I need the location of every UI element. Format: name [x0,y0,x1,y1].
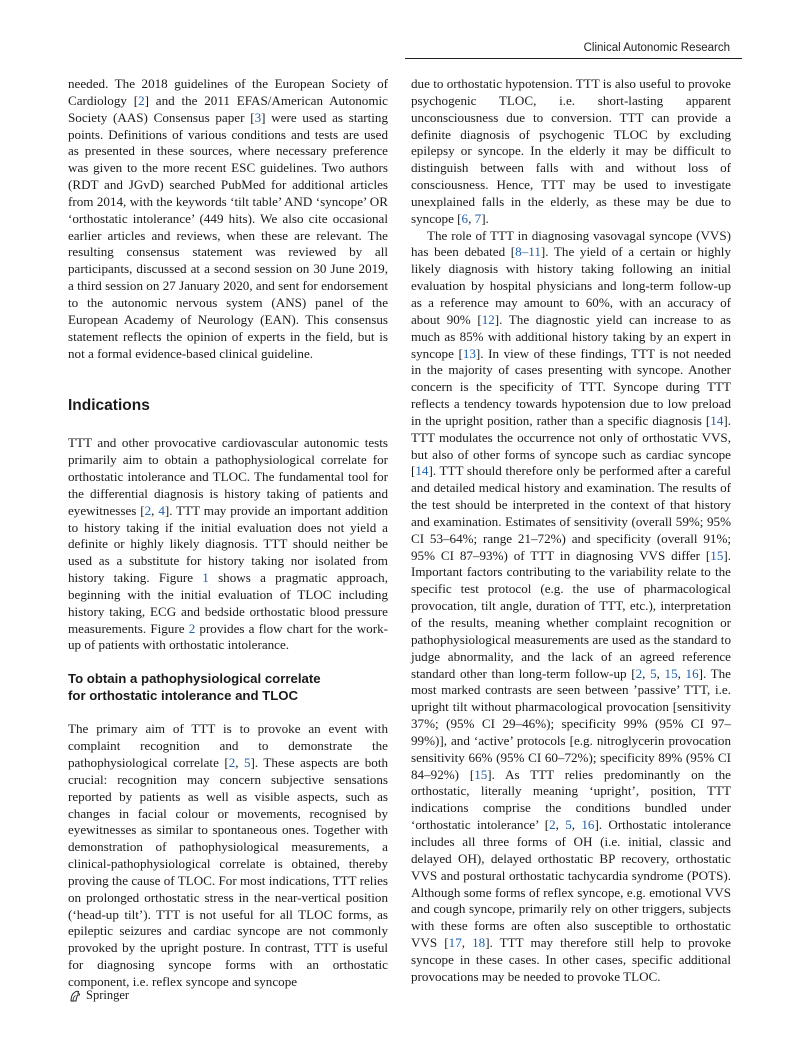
text-run: shows a pragmatic approach, beginning with the initial evaluation of TLOC including history taking, ECG and bedside orthostatic blood pressure measurements. Figure [68,570,388,636]
citation-link[interactable]: 14 [710,412,724,428]
text-run: due to orthostatic hypotension. TTT is also useful to provoke psychogenic TLOC, i.e. short-lasting apparent unconsciousness due to conversion. TTT can provide a definite diagnosis of psychogenic TLOC by excluding epilepsy or syncope. In the elderly it may be difficult to distinguish between falls with and without loss of consciousness. Hence, TTT may be used to investigate unexplained falls in the elderly, as these may be due to syncope [ [411,76,731,226]
text-run: , [571,817,582,833]
citation-link[interactable]: 15 [664,665,678,681]
citation-link[interactable]: 6 [461,210,469,226]
text-run: TTT and other provocative cardiovascular autonomic tests primarily aim to obtain a pathophysiological correlate for orthostatic intolerance and TLOC. The fundamental tool for the differential diagnosis is history taking of patients and eyewitnesses [ [68,435,388,518]
citation-link[interactable]: 15 [710,547,724,563]
page-footer [68,988,129,1003]
text-run: ]. As TTT relies predominantly on the orthostatic, literally meaning ‘upright’, position, TTT indications comprise the conditions bundled under ‘orthostatic intolerance’ [ [411,766,731,833]
left-column [68,76,388,991]
text-run: , [677,665,686,681]
citation-link[interactable]: 5 [243,755,251,770]
citation-link[interactable]: 1 [202,570,209,586]
text-run: The role of TTT in diagnosing vasovagal syncope (VVS) has been debated [ [411,227,731,260]
citation-link[interactable]: 3 [254,109,262,125]
text-run: ]. TTT may therefore still help to provoke syncope in these cases. In other cases, specific additional provocations may be needed to provoke TLOC. [411,935,731,984]
citation-link[interactable]: 5 [650,665,657,681]
paragraph-vvs-role [411,228,731,986]
text-run: ]. Orthostatic intolerance includes all three forms of OH (i.e. initial, classic and delayed OH), delayed orthostatic BP recovery, orthostatic VVS and postural orthostatic tachycardia syndrome (POTS). Although some forms of reflex syncope, e.g. emotional VVS and cough syncope, primarily rely on other triggers, subjects with these forms are often also susceptible to orthostatic VVS [ [411,817,731,951]
citation-link[interactable]: 12 [481,311,495,327]
subsection-heading-line-1: To obtain a pathophysiological correlate [68,671,321,687]
paragraph-methods [68,76,388,362]
citation-link[interactable]: 2 [228,755,236,770]
text-run: , [656,665,665,681]
text-run: , [642,665,651,681]
citation-link[interactable]: 7 [474,210,482,226]
springer-horse-icon [68,989,82,1003]
text-run: provides a flow chart for the work-up of patients with orthostatic intolerance. [68,620,388,653]
text-run: , [461,935,473,951]
paragraph-psychogenic-tloc [411,76,731,228]
subsection-heading-line-2: for orthostatic intolerance and TLOC [68,688,299,704]
citation-link[interactable]: 4 [158,502,165,518]
citation-link[interactable]: 13 [462,345,476,361]
citation-link[interactable]: 15 [474,766,488,782]
text-run: ]. Important factors contributing to the variability relate to the specific test protocol (e.g. the use of pharmacological provocation, tilt angle, duration of TTT, etc.), interpretation of the results, meaning whether complaint recognition or pathophysiological measurements are used as the standard to judge abnormality, and the lack of an agreed reference standard other than long-term follow-up [ [411,547,731,681]
text-run: , [151,502,159,518]
text-run: , [555,817,566,833]
journal-running-head: Clinical Autonomic Research [583,42,730,54]
citation-link[interactable]: 2 [549,817,556,833]
text-run: The primary aim of TTT is to provoke an event with complaint recognition and to demonstrate the pathophysiological correlate [ [68,721,388,770]
paragraph-primary-aim [68,721,388,991]
citation-link[interactable]: 2 [144,502,152,518]
citation-link[interactable]: 2 [635,665,643,681]
citation-link[interactable]: 17 [448,935,462,951]
citation-link[interactable]: 16 [581,817,595,833]
text-run: ]. These aspects are both crucial: recognition may concern subjective sensations reported by patients as well as visible aspects, such as changes in facial colour or movements, recognised by eyewitnesses as similar to spontaneous ones. Together with demonstration of pathophysiological measurements, a clinical-pathophysiological correlate is obtained, thereby proving the cause of TLOC. For most indications, TTT relies on prolonged orthostatic stress in the near-vertical position (‘head-up tilt’). TTT is not useful for all TLOC forms, as epileptic seizures and cardiac syncope are not commonly provoked by the upright posture. In contrast, TTT is useful for diagnosing syncope forms with an orthostatic component, i.e. reflex syncope and syncope [68,755,389,989]
text-run: ]. [481,210,489,226]
text-run: , [235,755,244,770]
paragraph-indications [68,435,388,654]
publisher-name: Springer [86,988,130,1002]
header-rule [405,58,742,59]
text-run: ]. The yield of a certain or highly likely diagnosis with history taking following an initial evaluation by hospital physicians and long-term follow-up as a reference may amount to 60%, with an accuracy of about 90% [ [411,244,731,327]
citation-link[interactable]: 8–11 [515,244,541,260]
right-column [411,76,731,986]
text-run: ]. TTT should therefore only be performed after a careful and detailed medical history and examination. The results of the test should be interpreted in the context of that history and examination. Estimates of sensitivity (overall 59%; 95% CI 53–64%; range 21–72%) and specificity (overall 91%; 95% CI 87–93%) of TTT in diagnosing VVS differ [ [411,463,731,563]
text-run: ]. TTT may provide an important addition to history taking if the initial evaluation does not yield a definite or highly likely diagnosis. TTT should neither be used as a substitute for history taking nor isolated from history taking. Figure [68,502,388,586]
text-run: ] and the 2011 EFAS/American Autonomic Society (AAS) Consensus paper [ [68,92,388,125]
citation-link[interactable]: 14 [415,463,429,479]
text-run: ]. The most marked contrasts are seen between ’passive’ TTT, i.e. upright tilt without pharmacological provocation [sensitivity 37%; (95% CI 29–46%); specificity 99% (95% CI 97–99%)], and ‘active’ protocols [e.g. nitroglycerin provocation sensitivity 66% (95% CI 60–72%); specificity 89% (95% CI 84–92%) [ [411,665,731,782]
text-run: , [468,210,475,226]
citation-link[interactable]: 2 [138,92,145,108]
text-run: ]. The diagnostic yield can increase to as much as 85% with additional history taking by an expert in syncope [ [411,311,731,361]
text-run: ] were used as starting points. Definitions of various conditions and tests are used as presented in these sources, where necessary preference was given to the more recent ESC guidelines. Two authors (RDT and JGvD) searched PubMed for additional articles from 2014, with the keywords ‘tilt table’ AND ‘syncope’ OR ‘orthostatic intolerance’ (449 hits). We also cite occasional earlier articles and reviews, when these are relevant. The resulting consensus statement was reviewed by all participants, discussed at a second session on 30 June 2019, a third session on 27 January 2020, and sent for endorsement to the autonomic nervous system (ANS) panel of the European Academy of Neurology (EAN). This consensus statement reflects the opinion of experts in the field, but is not a formal evidence-based clinical guideline. [68,109,388,361]
citation-link[interactable]: 5 [565,817,572,833]
section-heading-indications: Indications [68,397,150,415]
citation-link[interactable]: 2 [188,620,196,636]
text-run: ]. TTT modulates the occurrence not only of orthostatic VVS, but also of other forms of syncope such as cardiac syncope [ [411,412,731,479]
subsection-heading [68,670,388,704]
text-run: ]. In view of these findings, TTT is not needed in the majority of cases presenting with syncope. Another concern is the specificity of TTT. Syncope during TTT reflects a tendency towards hypotension due to low preload in the upright position, rather than a specific diagnosis [ [411,345,731,428]
text-run: needed. The 2018 guidelines of the European Society of Cardiology [ [68,76,388,108]
citation-link[interactable]: 16 [685,665,699,681]
citation-link[interactable]: 18 [472,935,486,951]
